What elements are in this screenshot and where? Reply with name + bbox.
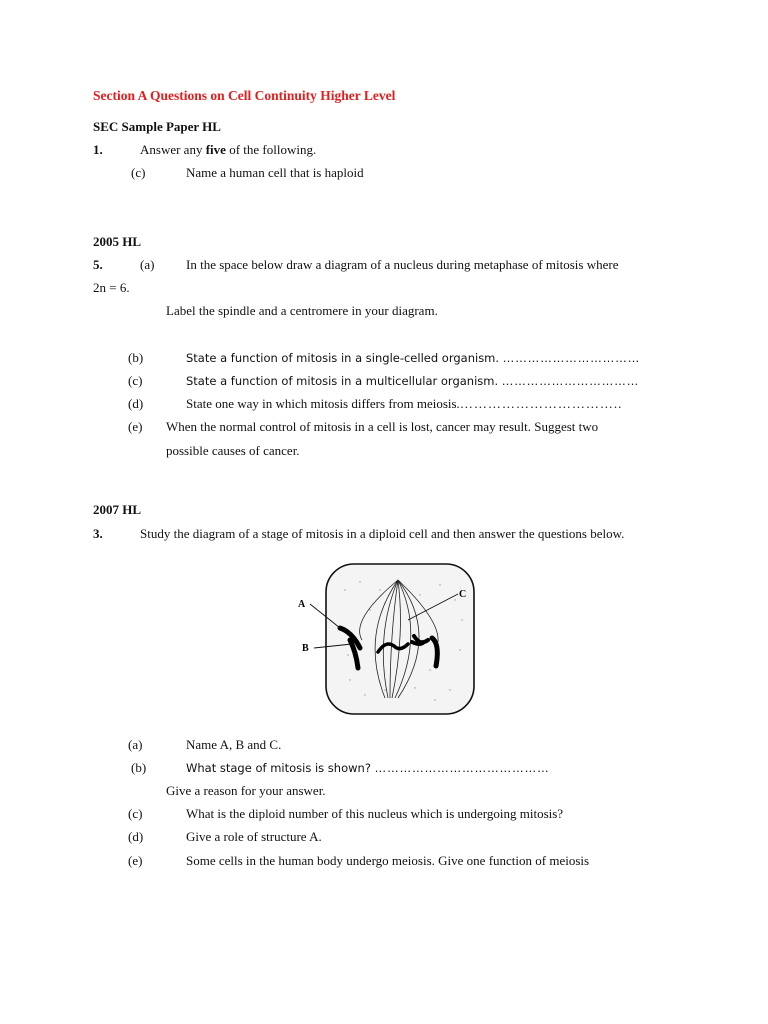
question-number: 3. [93, 526, 103, 541]
question-text: Name a human cell that is haploid [186, 165, 364, 180]
part-label: (c) [128, 806, 143, 821]
part-label: (d) [128, 829, 144, 844]
question-text: State a function of mitosis in a multicellular organism. …………………………… [186, 374, 640, 388]
question-number: 5. [93, 257, 103, 272]
question-number: 1. [93, 142, 103, 157]
question-text: In the space below draw a diagram of a nucleus during metaphase of mitosis where [186, 257, 619, 272]
section-heading-2005: 2005 HL [93, 234, 142, 249]
part-label: (e) [128, 853, 143, 868]
label-c: C [459, 589, 467, 600]
section-heading-2007: 2007 HL [93, 502, 142, 517]
question-text-continued: 2n = 6. [93, 280, 130, 295]
question-text: Name A, B and C. [186, 737, 282, 752]
question-intro: Answer any five of the following. [140, 142, 317, 157]
question-text: Label the spindle and a centromere in your diagram. [166, 303, 438, 318]
part-label: (d) [128, 396, 144, 411]
question-text: State a function of mitosis in a single-celled organism. …………………………… [186, 351, 641, 365]
question-text: Some cells in the human body undergo meiosis. Give one function of meiosis [186, 853, 590, 868]
question-text: Give a reason for your answer. [166, 783, 326, 798]
part-label: (e) [128, 419, 143, 434]
question-text: When the normal control of mitosis in a cell is lost, cancer may result. Suggest two [166, 419, 599, 434]
part-label: (b) [131, 760, 147, 775]
question-text: State one way in which mitosis differs from meiosis.…………………………….. [186, 396, 623, 411]
part-label: (a) [128, 737, 143, 752]
label-b: B [302, 643, 309, 654]
part-label: (b) [128, 350, 144, 365]
section-heading-sec: SEC Sample Paper HL [93, 119, 221, 134]
label-a: A [298, 599, 306, 610]
question-text-continued: possible causes of cancer. [166, 443, 300, 458]
page-title: Section A Questions on Cell Continuity Higher Level [93, 88, 396, 103]
question-text: What stage of mitosis is shown? …………………………………… [186, 761, 550, 775]
part-label: (a) [140, 257, 155, 272]
mitosis-diagram [290, 560, 480, 720]
part-label: (c) [128, 373, 143, 388]
question-text: What is the diploid number of this nucleus which is undergoing mitosis? [186, 806, 564, 821]
question-intro: Study the diagram of a stage of mitosis in a diploid cell and then answer the questions below. [140, 526, 625, 541]
question-text: Give a role of structure A. [186, 829, 322, 844]
part-label: (c) [131, 165, 146, 180]
